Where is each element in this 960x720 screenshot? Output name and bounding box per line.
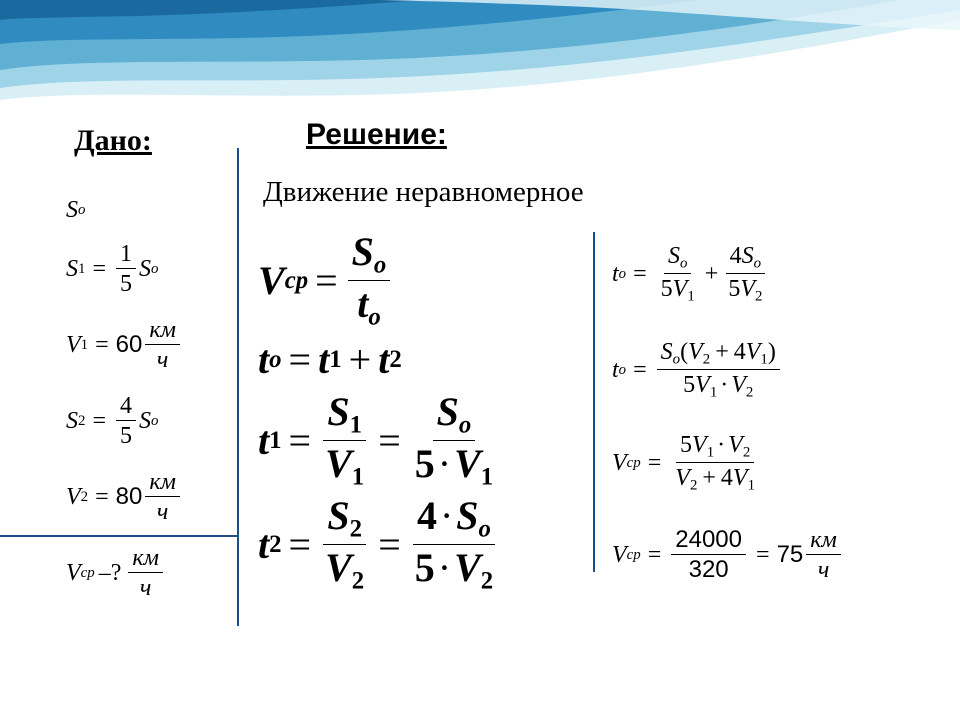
find-unit-num: км <box>128 546 163 573</box>
r4-den: 320 <box>688 556 729 583</box>
given-title: Дано: <box>74 124 152 157</box>
t1-den-coef: 5 <box>414 441 435 487</box>
r4-unit-num: км <box>806 528 841 555</box>
solution-subtitle: Движение неравномерное <box>263 176 584 208</box>
v2-unit-num: км <box>145 470 180 497</box>
given-s1: S 1 = $\frac{1}{5}$ S o <box>66 241 159 297</box>
given-s2: S 2 = $\frac{4}{5}$ S o <box>66 393 159 449</box>
r1-den-coef2: 5 <box>728 276 741 303</box>
t2-num-coef: 4 <box>416 493 437 538</box>
v1-unit-num: км <box>145 318 180 345</box>
r3-num-coef: 5 <box>680 432 693 458</box>
formula-to-combined: t o = $\frac{S_o(V2 + 4V1)}{5V1 \cdot V2}$ <box>612 340 783 401</box>
so-symbol: S <box>66 197 78 223</box>
r1-den-coef: 5 <box>660 276 673 303</box>
formula-t1: t 1 = $\frac{S1}{V1}$ = $\frac{S_o}{5\cdot V1}$ <box>258 389 494 491</box>
r4-result: 75 <box>776 541 804 568</box>
r3-den-coef: 4 <box>720 465 733 492</box>
horizontal-divider <box>0 535 238 537</box>
v1-unit-den: ч <box>156 347 169 373</box>
formula-to-expanded: t o = $\frac{S_o}{5V1}$ + $\frac{4S_o}{5V2}$ <box>612 244 769 305</box>
formula-to-sum: t o = t 1 + t 2 <box>258 337 402 382</box>
so-subscript: o <box>78 201 86 218</box>
s1-frac-num: 1 <box>116 242 136 269</box>
given-so <box>66 198 85 222</box>
given-v1: V 1 = 60 $\frac{км}{ч}$ <box>66 318 183 372</box>
vertical-divider-left <box>237 148 239 626</box>
t2-den-coef: 5 <box>414 545 435 591</box>
r2-den-coef: 5 <box>683 372 696 399</box>
vertical-divider-right <box>593 232 595 572</box>
r1-num-coef2: 4 <box>729 243 742 269</box>
s2-frac-den: 5 <box>119 423 132 449</box>
v1-value: 60 <box>115 331 143 358</box>
v2-unit-den: ч <box>156 499 169 525</box>
formula-vcp-result: V ср = $\frac{24000}{320}$ = 75 $\frac{км}{ч}$ <box>612 528 844 582</box>
formula-vcp-general: V ср = $\frac{5V1 \cdot V2}{V2 + 4V1}$ <box>612 432 756 494</box>
r2-coef: 4 <box>733 339 746 365</box>
given-find: V ср –? $\frac{км}{ч}$ <box>66 546 166 600</box>
formula-t2: t 2 = $\frac{S2}{V2}$ = $\frac{4\cdot S_o}{5\cdot V2}$ <box>258 493 494 595</box>
find-mark: –? <box>98 560 122 586</box>
s1-frac-den: 5 <box>119 271 132 297</box>
r4-unit-den: ч <box>817 557 830 583</box>
r4-num: 24000 <box>671 528 746 555</box>
s2-frac-num: 4 <box>116 394 136 421</box>
formula-vcp: V ср = $\frac{S_o}{t_o}$ <box>258 232 393 330</box>
given-v2: V 2 = 80 $\frac{км}{ч}$ <box>66 470 183 524</box>
find-unit-den: ч <box>139 575 152 601</box>
solution-title: Решение: <box>306 118 447 151</box>
v2-value: 80 <box>115 483 143 510</box>
wave-header <box>0 0 960 120</box>
